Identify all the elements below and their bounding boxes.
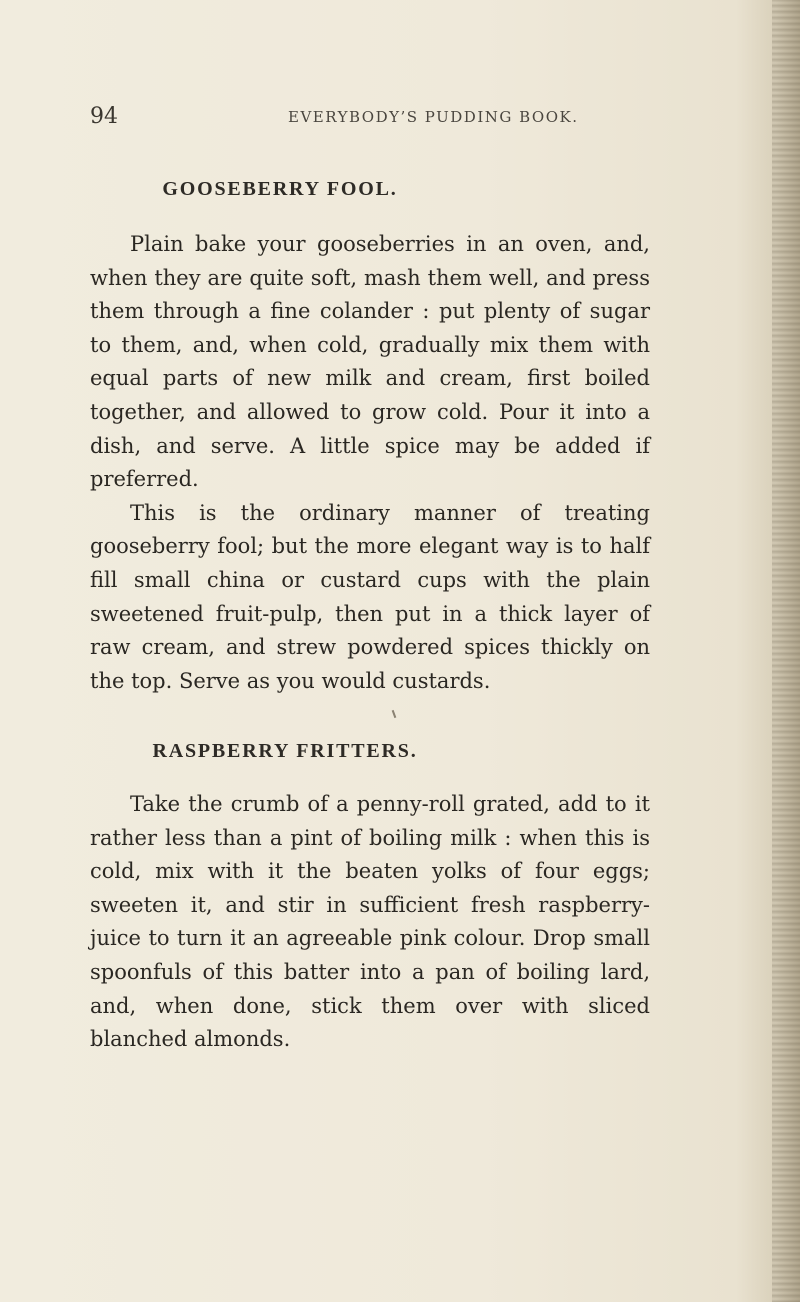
- recipe-heading-raspberry-fritters: RASPBERRY FRITTERS.: [152, 740, 418, 762]
- paragraph: Plain bake your gooseberries in an oven, and, when they are quite soft, mash them well, and press them through a fine colander : put plenty of sugar to them, and, when cold, gradually mix them with equal parts of new milk and cream, first boiled together, and allowed to grow cold. Pour it into a dish, and serve. A little spice may be added if preferred.: [90, 232, 650, 492]
- recipe-body-raspberry-fritters: [90, 788, 650, 1057]
- recipe-body-gooseberry-fool: [90, 228, 650, 698]
- running-title: EVERYBODY’S PUDDING BOOK.: [288, 108, 579, 126]
- page-number: 94: [90, 104, 118, 129]
- page-edge: [772, 0, 800, 1302]
- recipe-heading-gooseberry-fool: GOOSEBERRY FOOL.: [162, 178, 398, 200]
- paragraph: This is the ordinary manner of treating gooseberry fool; but the more elegant way is to half fill small china or custard cups with the plain sweetened fruit-pulp, then put in a thick layer of raw cream, and strew powdered spices thickly on the top. Serve as you would custards.: [90, 500, 650, 693]
- running-head: [90, 104, 690, 134]
- paragraph: Take the crumb of a penny-roll grated, add to it rather less than a pint of boiling milk : when this is cold, mix with it the beaten yolks of four eggs; sweeten it, and stir in sufficient fresh raspberry-juice to turn it an agreeable pink colour. Drop small spoonfuls of this batter into a pan of boiling lard, and, when done, stick them over with sliced blanched almonds.: [90, 792, 650, 1052]
- ink-speck: [392, 710, 397, 718]
